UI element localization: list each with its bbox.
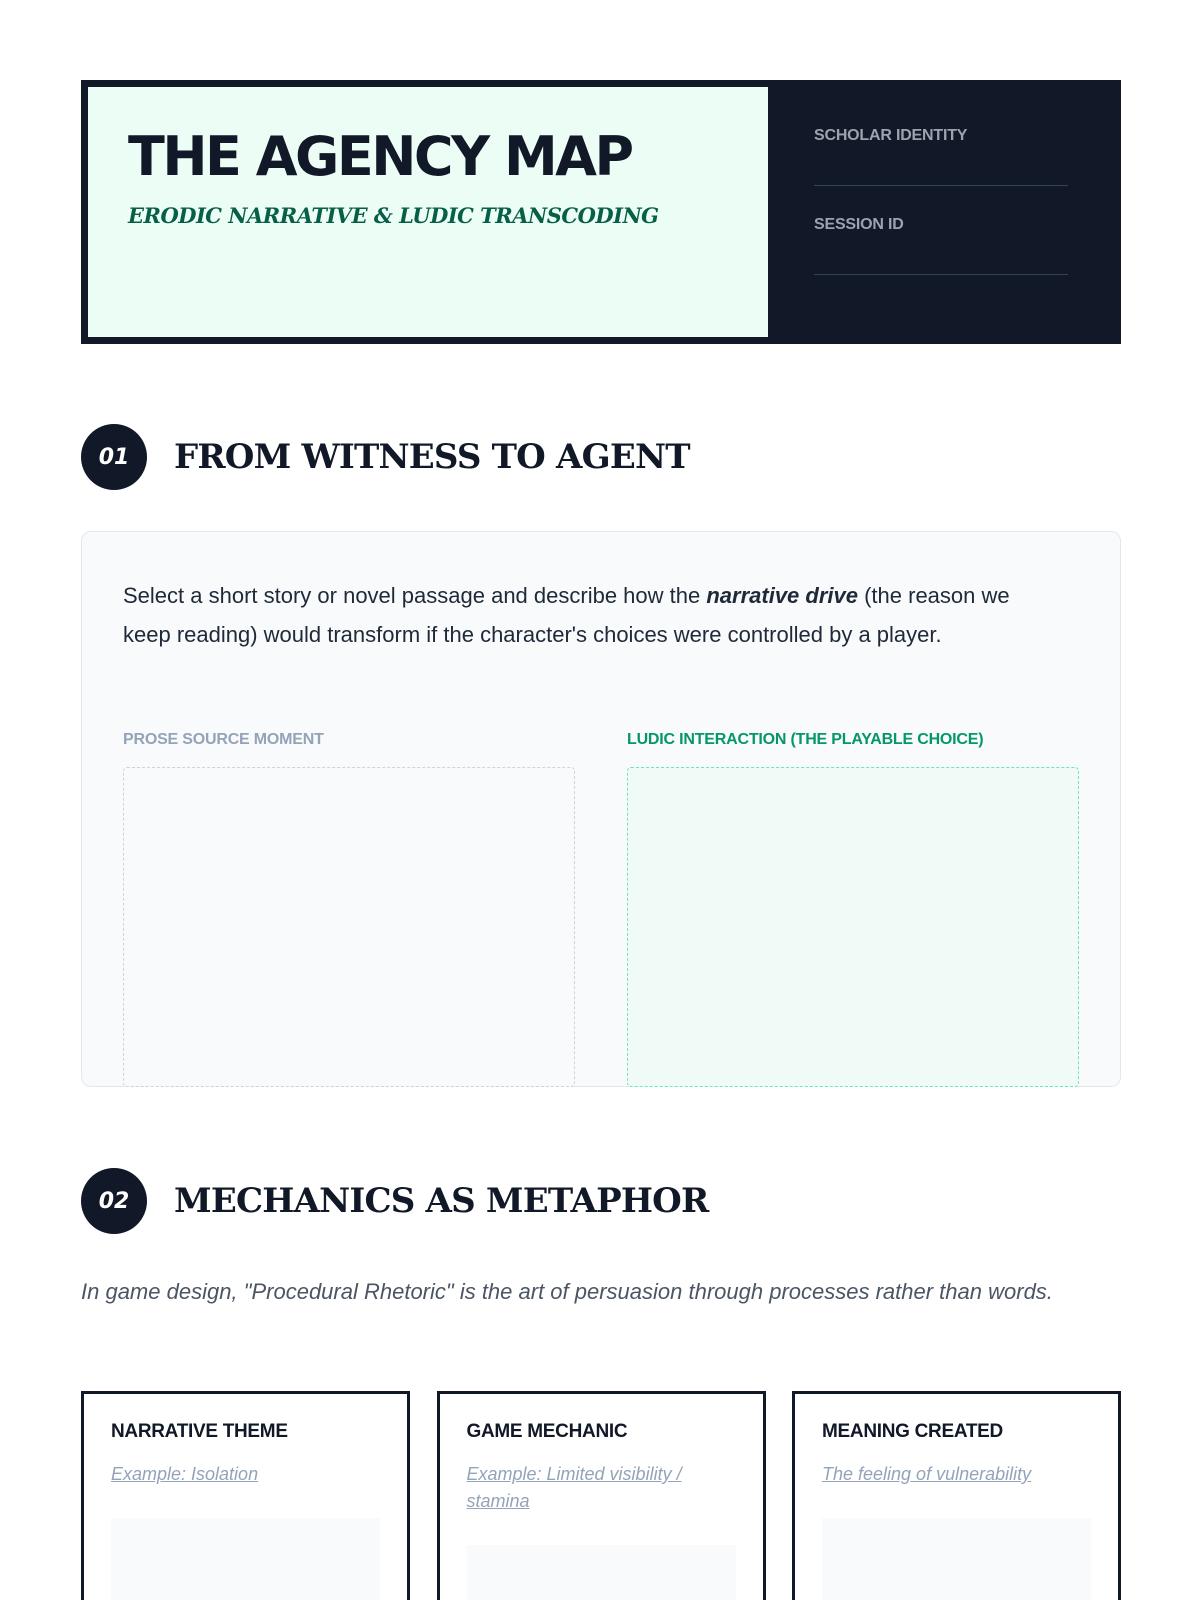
mechanics-cards (81, 1391, 1121, 1600)
instructions-text-end: (the reason we keep reading) would transform if the character's choices were controlled by a player. (123, 583, 1010, 647)
session-id-label: SESSION ID (814, 216, 904, 233)
section-2-heading (81, 1168, 708, 1234)
prose-source-column (123, 731, 575, 1087)
game-mechanic-card (437, 1391, 766, 1600)
meaning-created-card (792, 1391, 1121, 1600)
section-2-description: In game design, "Procedural Rhetoric" is the art of persuasion through processes rather than words. (81, 1279, 1053, 1304)
title-panel (88, 87, 768, 337)
meaning-created-input[interactable] (822, 1518, 1091, 1600)
page-title: THE AGENCY MAP (128, 125, 632, 188)
narrative-theme-card (81, 1391, 410, 1600)
identity-panel (768, 87, 1114, 337)
response-boxes (123, 731, 1079, 1087)
section-1-heading (81, 424, 690, 490)
prose-source-label: PROSE SOURCE MOMENT (123, 731, 324, 748)
instructions-emphasis: narrative drive (706, 583, 858, 608)
card-title: GAME MECHANIC (466, 1421, 628, 1442)
narrative-theme-input[interactable] (111, 1518, 380, 1600)
card-example: The feeling of vulnerability (822, 1464, 1032, 1484)
section-1-number-badge: 01 (81, 424, 147, 490)
worksheet-header (81, 80, 1121, 344)
scholar-identity-label: SCHOLAR IDENTITY (814, 127, 968, 144)
ludic-interaction-column (627, 731, 1079, 1087)
card-example: Example: Limited visibility / stamina (466, 1464, 682, 1511)
game-mechanic-input[interactable] (467, 1545, 736, 1600)
page-subtitle: ERODIC NARRATIVE & LUDIC TRANSCODING (128, 203, 659, 228)
ludic-interaction-input[interactable] (627, 767, 1079, 1087)
instructions-text-start: Select a short story or novel passage and describe how the (123, 583, 707, 608)
section-2-title: MECHANICS AS METAPHOR (174, 1181, 709, 1221)
section-1-panel (81, 531, 1121, 1087)
card-example: Example: Isolation (111, 1464, 259, 1484)
session-id-field[interactable] (814, 274, 1068, 275)
scholar-identity-field[interactable] (814, 185, 1068, 186)
card-title: MEANING CREATED (822, 1421, 1003, 1442)
section-1-instructions (123, 576, 1063, 654)
prose-source-input[interactable] (123, 767, 575, 1087)
ludic-interaction-label: LUDIC INTERACTION (THE PLAYABLE CHOICE) (627, 731, 984, 748)
section-2-number-badge: 02 (81, 1168, 147, 1234)
card-title: NARRATIVE THEME (111, 1421, 288, 1442)
section-1-title: FROM WITNESS TO AGENT (174, 437, 690, 477)
